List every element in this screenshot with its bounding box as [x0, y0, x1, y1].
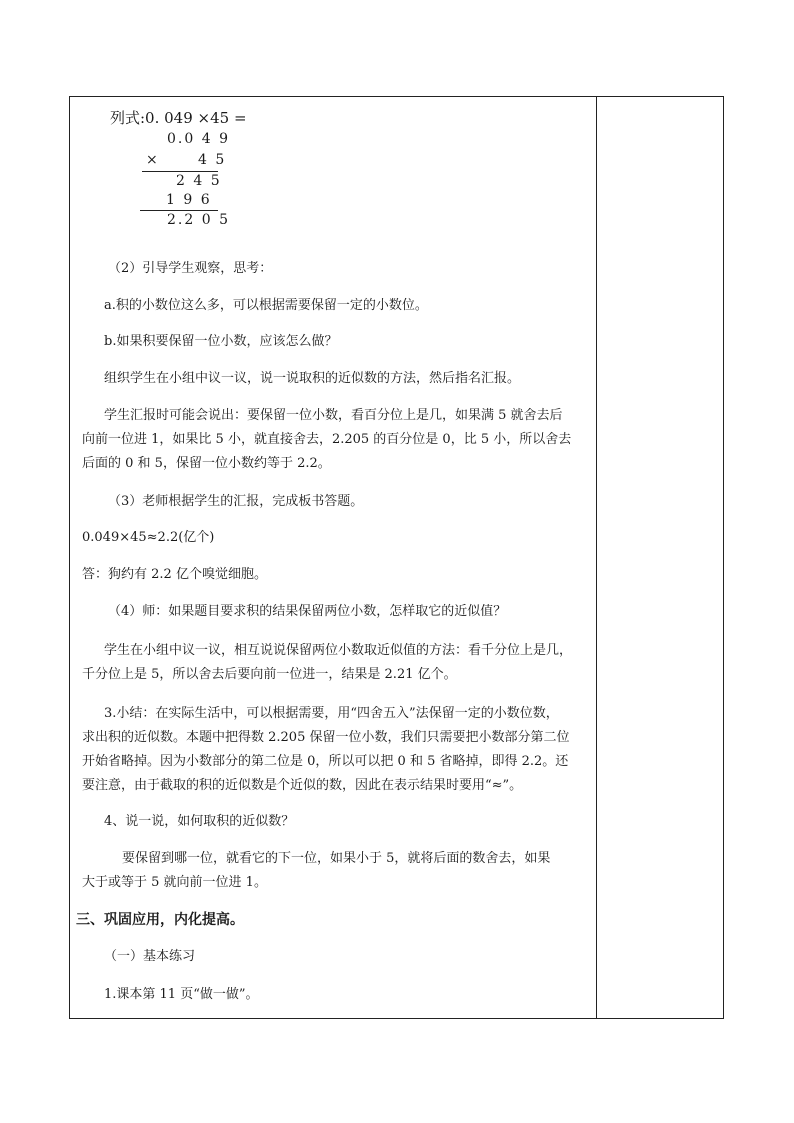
paragraph: 3.小结：在实际生活中，可以根据需要，用“四舍五入”法保留一定的小数位数，	[104, 706, 559, 721]
calc-partial-1: 2 4 5	[176, 173, 222, 189]
paragraph: 组织学生在小组中议一议，说一说取积的近似数的方法，然后指名汇报。	[104, 371, 521, 386]
calc-multiplicand: 0.0 4 9	[167, 131, 230, 147]
paragraph: 4、说一说，如何取积的近似数？	[104, 814, 295, 829]
lesson-content-cell	[70, 97, 596, 1018]
paragraph-continued: 后面的 0 和 5，保留一位小数约等于 2.2。	[82, 456, 331, 471]
paragraph: 0.049×45≈2.2(亿个)	[82, 530, 215, 545]
calc-multiplier: 4 5	[198, 152, 227, 168]
calc-rule-1	[142, 171, 218, 172]
paragraph: a.积的小数位这么多，可以根据需要保留一定的小数位。	[104, 298, 428, 313]
paragraph: 1.课本第 11 页“做一做”。	[104, 987, 259, 1002]
section-heading: 三、巩固应用，内化提高。	[76, 912, 244, 928]
paragraph: 学生在小组中议一议，相互说说保留两位小数取近似值的方法：看千分位上是几，	[104, 643, 573, 658]
paragraph: （3）老师根据学生的汇报，完成板书答题。	[108, 494, 364, 509]
calc-times-sign: ×	[146, 152, 160, 168]
paragraph: （一）基本练习	[104, 949, 196, 964]
paragraph: 要保留到哪一位，就看它的下一位，如果小于 5，就将后面的数舍去，如果	[122, 851, 551, 866]
paragraph-continued: 千分位上是 5，所以舍去后要向前一位进一，结果是 2.21 亿个。	[82, 667, 457, 682]
paragraph: 答：狗约有 2.2 亿个嗅觉细胞。	[82, 567, 267, 582]
calc-rule-2	[140, 210, 218, 211]
formula-line: 列式:0. 049 ×45 =	[110, 109, 247, 127]
paragraph-continued: 开始省略掉。因为小数部分的第二位是 0，所以可以把 0 和 5 省略掉，即得 2.2。还	[82, 754, 569, 769]
paragraph-continued: 求出积的近似数。本题中把得数 2.205 保留一位小数，我们只需要把小数部分第二位	[82, 730, 570, 745]
paragraph-continued: 要注意，由于截取的积的近似数是个近似的数，因此在表示结果时要用“≈”。	[82, 778, 523, 793]
calc-product: 2.2 0 5	[167, 212, 230, 228]
paragraph: 学生汇报时可能会说出：要保留一位小数，看百分位上是几，如果满 5 就舍去后	[104, 408, 563, 423]
paragraph: b.如果积要保留一位小数，应该怎么做？	[104, 334, 338, 349]
paragraph: （2）引导学生观察，思考：	[108, 261, 273, 276]
calc-partial-2: 1 9 6	[166, 192, 212, 208]
paragraph-continued: 大于或等于 5 就向前一位进 1。	[82, 875, 267, 890]
paragraph: （4）师：如果题目要求积的结果保留两位小数，怎样取它的近似值？	[108, 604, 507, 619]
notes-column	[597, 97, 723, 1018]
paragraph-continued: 向前一位进 1，如果比 5 小，就直接舍去，2.205 的百分位是 0，比 5 小，所以舍去	[82, 432, 572, 447]
